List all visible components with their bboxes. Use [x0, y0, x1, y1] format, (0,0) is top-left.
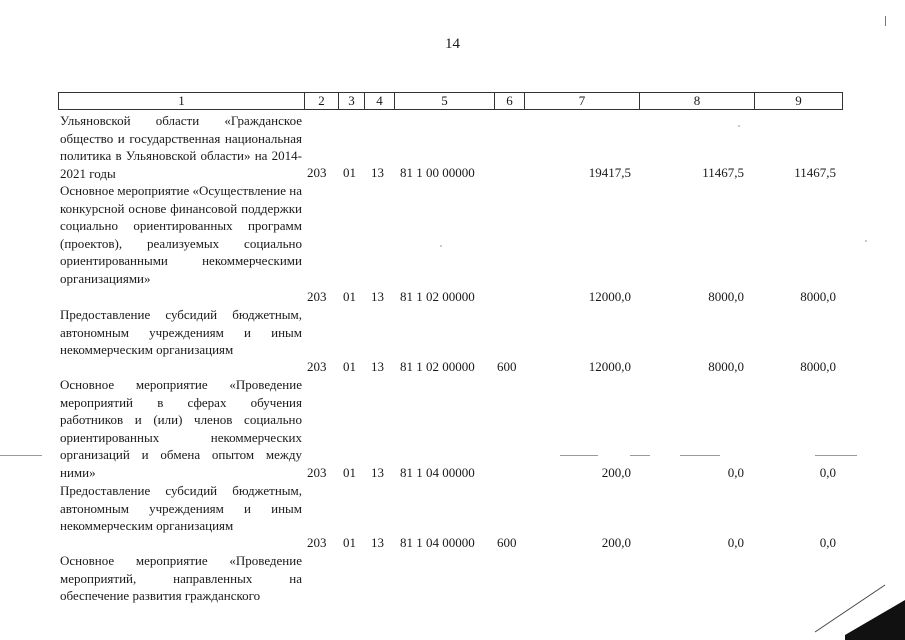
row-col-7: 200,0: [601, 465, 631, 481]
row-col-2: 203: [307, 535, 327, 551]
scan-artifact-speck: [440, 245, 442, 247]
row-col-7: 12000,0: [588, 289, 631, 305]
row-col-8: 0,0: [727, 535, 744, 551]
row-description: Ульяновской области «Гражданское общество и государственная национальная политика в Ульяновской области» на 2014-2021 годы: [60, 113, 302, 181]
scan-artifact-line: [680, 455, 720, 456]
row-col-3: 01: [343, 359, 356, 375]
page-number: 14: [445, 36, 460, 52]
row-col-5: 81 1 00 00000: [400, 165, 475, 181]
row-col-8: 11467,5: [702, 165, 744, 181]
scan-artifact-line: [630, 455, 650, 456]
row-col-2: 203: [307, 359, 327, 375]
scan-artifact-line: [0, 455, 42, 456]
table-header-row: [58, 92, 843, 110]
row-description: Предоставление субсидий бюджетным, автономным учреждениям и иным некоммерческим организациям: [60, 483, 302, 534]
row-col-4: 13: [371, 289, 384, 305]
row-description: Основное мероприятие «Проведение мероприятий, направленных на обеспечение развития гражданского: [60, 553, 302, 604]
row-col-3: 01: [343, 165, 356, 181]
table-row: [60, 482, 850, 552]
header-col-9: 9: [754, 93, 842, 109]
row-col-3: 01: [343, 535, 356, 551]
header-col-7: 7: [524, 93, 639, 109]
table-row: [60, 182, 850, 306]
row-col-8: 8000,0: [708, 289, 744, 305]
row-col-5: 81 1 04 00000: [400, 465, 475, 481]
row-col-6: 600: [497, 535, 517, 551]
row-col-2: 203: [307, 165, 327, 181]
page-corner-fold-mark: [805, 580, 905, 640]
row-col-9: 8000,0: [800, 289, 836, 305]
row-description: Основное мероприятие «Осуществление на конкурсной основе финансовой поддержки социально ориентированных программ (проектов), реализуемых социально ориентированными некоммерческими организациями»: [60, 183, 302, 286]
table-row: [60, 112, 850, 182]
row-col-7: 200,0: [601, 535, 631, 551]
scan-margin-mark: [885, 16, 886, 26]
row-col-4: 13: [371, 465, 384, 481]
row-col-4: 13: [371, 535, 384, 551]
header-col-8: 8: [639, 93, 754, 109]
row-col-9: 11467,5: [794, 165, 836, 181]
row-col-4: 13: [371, 359, 384, 375]
table-row: [60, 306, 850, 376]
header-col-3: 3: [338, 93, 364, 109]
row-col-2: 203: [307, 465, 327, 481]
row-col-9: 8000,0: [800, 359, 836, 375]
row-col-5: 81 1 02 00000: [400, 359, 475, 375]
header-col-6: 6: [494, 93, 524, 109]
row-col-5: 81 1 04 00000: [400, 535, 475, 551]
row-col-2: 203: [307, 289, 327, 305]
row-col-8: 0,0: [727, 465, 744, 481]
row-col-8: 8000,0: [708, 359, 744, 375]
row-col-9: 0,0: [819, 465, 836, 481]
header-col-1: 1: [178, 93, 185, 108]
table-row: [60, 552, 850, 606]
scan-artifact-line: [815, 455, 857, 456]
row-col-9: 0,0: [819, 535, 836, 551]
scan-artifact-line: [560, 455, 598, 456]
row-col-3: 01: [343, 465, 356, 481]
header-col-2: 2: [304, 93, 338, 109]
row-col-5: 81 1 02 00000: [400, 289, 475, 305]
scan-artifact-speck: [865, 240, 867, 242]
row-col-4: 13: [371, 165, 384, 181]
header-col-4: 4: [364, 93, 394, 109]
row-description: Основное мероприятие «Проведение мероприятий в сферах обучения работников и (или) членов социально ориентированных некоммерческих организаций и обмена опытом между ними»: [60, 377, 302, 480]
header-col-5: 5: [394, 93, 494, 109]
table-row: [60, 376, 850, 482]
row-col-7: 19417,5: [588, 165, 631, 181]
scan-artifact-speck: [738, 125, 740, 127]
row-description: Предоставление субсидий бюджетным, автономным учреждениям и иным некоммерческим организациям: [60, 307, 302, 358]
row-col-6: 600: [497, 359, 517, 375]
row-col-3: 01: [343, 289, 356, 305]
row-col-7: 12000,0: [588, 359, 631, 375]
